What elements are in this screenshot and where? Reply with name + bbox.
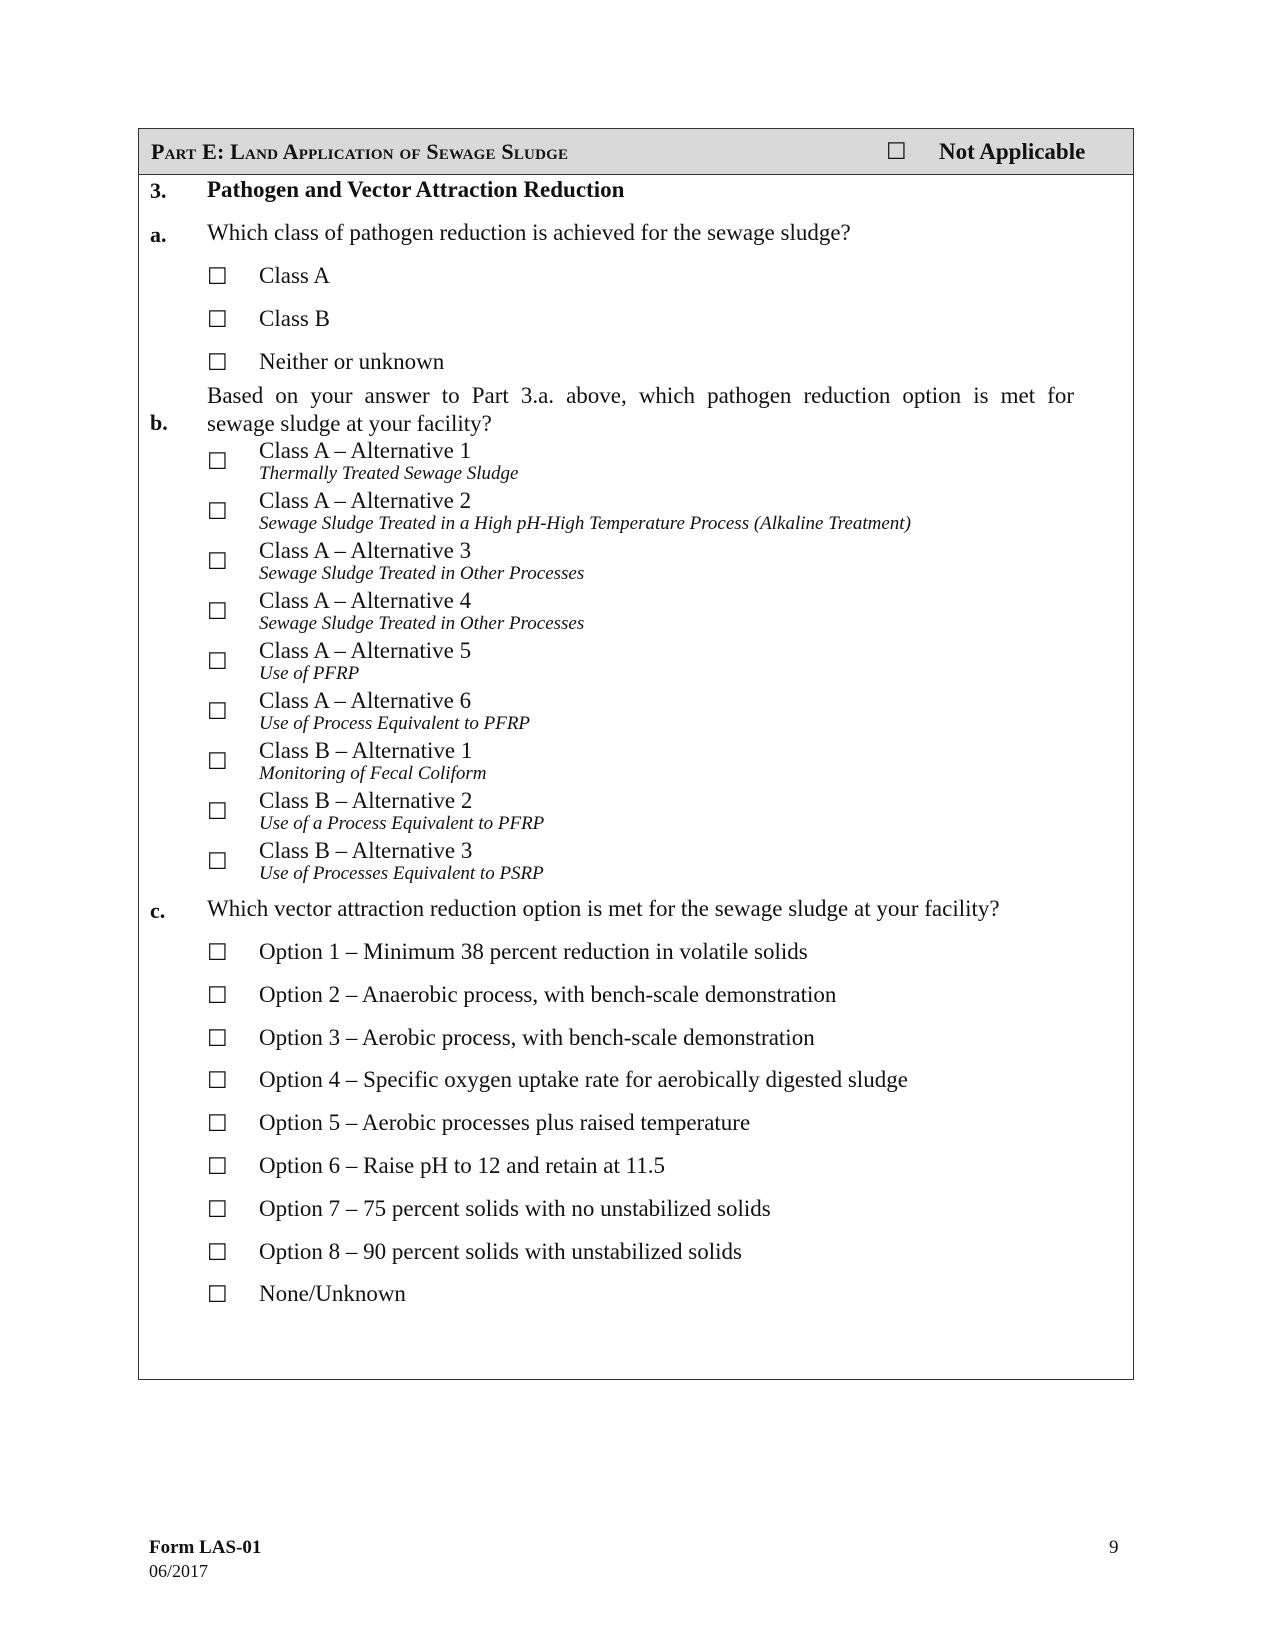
option-description: Sewage Sludge Treated in Other Processes xyxy=(259,613,585,634)
option-label: Class A – Alternative 5 xyxy=(259,638,472,663)
option-checkbox[interactable]: ☐ xyxy=(207,749,228,774)
option-label: Class B – Alternative 1 xyxy=(259,738,473,763)
option-description: Use of a Process Equivalent to PFRP xyxy=(259,813,545,834)
footer-form-name: Form LAS-01 xyxy=(149,1537,262,1558)
option-checkbox[interactable]: ☐ xyxy=(207,649,228,674)
option-checkbox[interactable]: ☐ xyxy=(207,264,228,289)
option-label: Class B – Alternative 2 xyxy=(259,788,473,813)
question-c-text: Which vector attraction reduction option is met for the sewage sludge at your facility? xyxy=(207,896,1000,921)
section-number: 3. xyxy=(150,178,167,203)
option-checkbox[interactable]: ☐ xyxy=(207,699,228,724)
option-checkbox[interactable]: ☐ xyxy=(207,1026,228,1051)
footer-date: 06/2017 xyxy=(149,1561,209,1581)
option-checkbox[interactable]: ☐ xyxy=(207,983,228,1008)
option-checkbox[interactable]: ☐ xyxy=(207,799,228,824)
option-label: Option 1 – Minimum 38 percent reduction in volatile solids xyxy=(259,939,808,964)
option-checkbox[interactable]: ☐ xyxy=(207,499,228,524)
option-label: Option 4 – Specific oxygen uptake rate for aerobically digested sludge xyxy=(259,1067,908,1092)
option-label: None/Unknown xyxy=(259,1281,406,1306)
option-checkbox[interactable]: ☐ xyxy=(207,549,228,574)
option-checkbox[interactable]: ☐ xyxy=(207,1154,228,1179)
option-description: Use of Processes Equivalent to PSRP xyxy=(259,863,544,884)
option-checkbox[interactable]: ☐ xyxy=(207,449,228,474)
part-title: Part E: Land Application of Sewage Sludge xyxy=(151,139,569,164)
option-label: Class A – Alternative 1 xyxy=(259,438,472,463)
not-applicable-checkbox[interactable]: ☐ xyxy=(886,139,907,164)
option-checkbox[interactable]: ☐ xyxy=(207,307,228,332)
option-description: Sewage Sludge Treated in Other Processes xyxy=(259,563,585,584)
option-label: Class A – Alternative 3 xyxy=(259,538,472,563)
option-checkbox[interactable]: ☐ xyxy=(207,1282,228,1307)
option-label: Option 5 – Aerobic processes plus raised temperature xyxy=(259,1110,751,1135)
part-header-bar xyxy=(139,129,1133,175)
option-label: Option 2 – Anaerobic process, with bench-scale demonstration xyxy=(259,982,837,1007)
option-description: Use of Process Equivalent to PFRP xyxy=(259,713,531,734)
option-checkbox[interactable]: ☐ xyxy=(207,1111,228,1136)
option-label: Neither or unknown xyxy=(259,349,445,374)
option-description: Use of PFRP xyxy=(259,663,360,684)
option-label: Option 6 – Raise pH to 12 and retain at 11.5 xyxy=(259,1153,666,1178)
question-b-letter: b. xyxy=(150,410,168,435)
section-title: Pathogen and Vector Attraction Reduction xyxy=(207,177,625,202)
footer-page-number: 9 xyxy=(1109,1537,1119,1558)
question-a-text: Which class of pathogen reduction is achieved for the sewage sludge? xyxy=(207,220,851,245)
option-description: Thermally Treated Sewage Sludge xyxy=(259,463,519,484)
option-checkbox[interactable]: ☐ xyxy=(207,1197,228,1222)
option-label: Option 3 – Aerobic process, with bench-scale demonstration xyxy=(259,1025,815,1050)
option-label: Class A – Alternative 2 xyxy=(259,488,472,513)
option-label: Class A – Alternative 6 xyxy=(259,688,472,713)
form-section-box xyxy=(138,128,1134,1380)
option-checkbox[interactable]: ☐ xyxy=(207,350,228,375)
question-c-letter: c. xyxy=(150,898,166,923)
option-label: Class A xyxy=(259,263,330,288)
option-checkbox[interactable]: ☐ xyxy=(207,1068,228,1093)
question-a-letter: a. xyxy=(150,222,167,247)
option-label: Class B – Alternative 3 xyxy=(259,838,473,863)
option-label: Option 7 – 75 percent solids with no unstabilized solids xyxy=(259,1196,771,1221)
option-label: Class B xyxy=(259,306,330,331)
option-checkbox[interactable]: ☐ xyxy=(207,849,228,874)
option-label: Class A – Alternative 4 xyxy=(259,588,472,613)
option-label: Option 8 – 90 percent solids with unstabilized solids xyxy=(259,1239,742,1264)
option-checkbox[interactable]: ☐ xyxy=(207,940,228,965)
question-b-text-line2: sewage sludge at your facility? xyxy=(207,411,492,436)
option-checkbox[interactable]: ☐ xyxy=(207,599,228,624)
question-b-text-line1: Based on your answer to Part 3.a. above, which pathogen reduction option is met for xyxy=(207,383,1074,408)
option-checkbox[interactable]: ☐ xyxy=(207,1240,228,1265)
option-description: Monitoring of Fecal Coliform xyxy=(259,763,487,784)
option-description: Sewage Sludge Treated in a High pH-High Temperature Process (Alkaline Treatment) xyxy=(259,513,911,534)
not-applicable-label: Not Applicable xyxy=(939,139,1086,164)
